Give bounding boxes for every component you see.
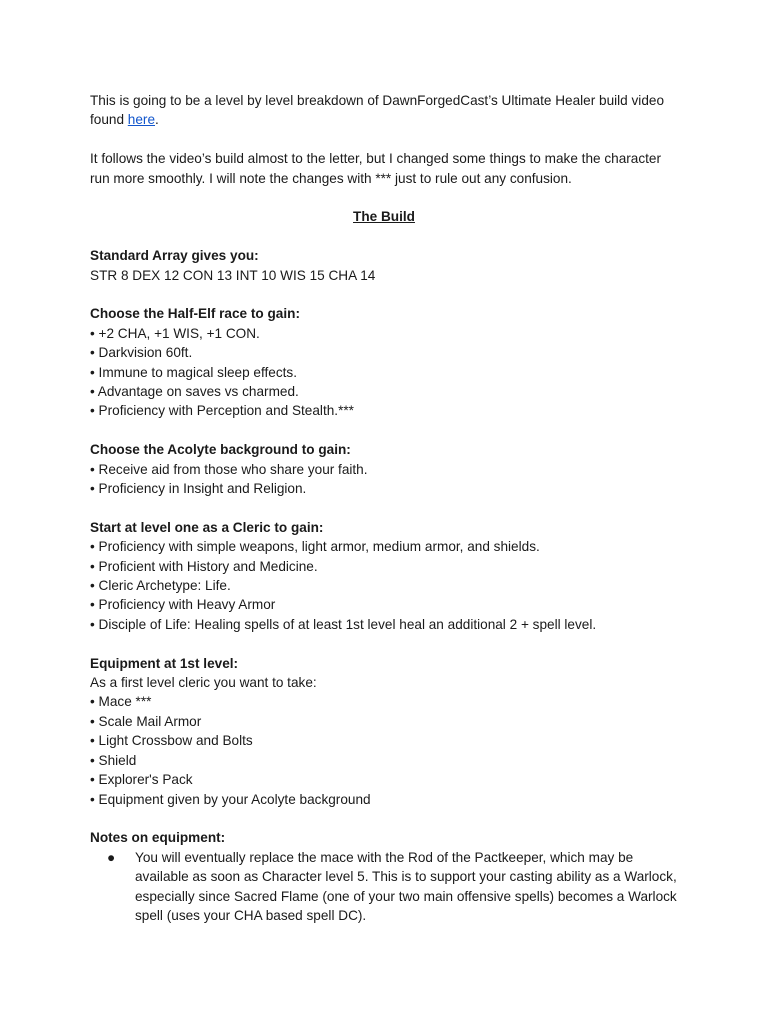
build-heading: The Build: [353, 209, 415, 225]
list-item: • Proficiency with Heavy Armor: [90, 597, 276, 613]
ability-scores: STR 8 DEX 12 CON 13 INT 10 WIS 15 CHA 14: [90, 267, 376, 283]
section-title: Start at level one as a Cleric to gain:: [90, 519, 324, 535]
equipment-list: [90, 692, 680, 808]
list-item: • Proficiency with Perception and Stealth.***: [90, 403, 354, 419]
list-item: • Shield: [90, 752, 137, 768]
list-item: • Equipment given by your Acolyte background: [90, 791, 371, 807]
list-item: [107, 848, 680, 926]
list-item: • Cleric Archetype: Life.: [90, 578, 231, 594]
document-content: [90, 91, 680, 925]
note-text: You will eventually replace the mace with the Rod of the Pactkeeper, which may be available as soon as Character level 5. This is to support your casting ability as a Warlock, especially since Sacred Flame (one of your two main offensive spells) becomes a Warlock spell (uses your CHA based spell DC).: [135, 849, 677, 923]
list-item: • Proficiency with simple weapons, light armor, medium armor, and shields.: [90, 539, 540, 555]
section-standard-array: [90, 246, 680, 285]
section-cleric: [90, 518, 680, 634]
list-item: • Mace ***: [90, 694, 152, 710]
intro-paragraph: [90, 91, 680, 130]
list-item: • Receive aid from those who share your faith.: [90, 461, 368, 477]
section-title: Choose the Half-Elf race to gain:: [90, 306, 300, 322]
list-item: • Advantage on saves vs charmed.: [90, 384, 299, 400]
list-item: • Immune to magical sleep effects.: [90, 364, 297, 380]
section-title: Standard Array gives you:: [90, 248, 259, 264]
list-item: • Explorer's Pack: [90, 772, 193, 788]
list-item: • Light Crossbow and Bolts: [90, 733, 253, 749]
section-title: Notes on equipment:: [90, 830, 226, 846]
list-item: • Scale Mail Armor: [90, 713, 202, 729]
video-link[interactable]: here: [127, 112, 156, 128]
intro-period: .: [155, 112, 159, 128]
list-item: • +2 CHA, +1 WIS, +1 CON.: [90, 325, 260, 341]
equipment-intro: As a first level cleric you want to take:: [90, 675, 317, 691]
notes-list: [90, 848, 680, 926]
bullet-icon: ●: [107, 849, 116, 865]
section-equipment: [90, 654, 680, 809]
section-half-elf: [90, 304, 680, 420]
intro-text: This is going to be a level by level breakdown of DawnForgedCast’s Ultimate Healer build video found: [90, 93, 665, 128]
section-acolyte: [90, 440, 680, 498]
section-title: Choose the Acolyte background to gain:: [90, 442, 351, 458]
list-item: • Proficient with History and Medicine.: [90, 558, 318, 574]
list-item: • Disciple of Life: Healing spells of at least 1st level heal an additional 2 + spell level.: [90, 616, 597, 632]
list-item: • Darkvision 60ft.: [90, 345, 193, 361]
acolyte-list: [90, 460, 680, 499]
section-title: Equipment at 1st level:: [90, 655, 239, 671]
cleric-list: [90, 537, 680, 634]
half-elf-list: [90, 324, 680, 421]
list-item: • Proficiency in Insight and Religion.: [90, 481, 307, 497]
changes-paragraph: It follows the video’s build almost to the letter, but I changed some things to make the character run more smoothly. I will note the changes with *** just to rule out any confusion.: [90, 151, 662, 186]
section-notes: [90, 828, 680, 925]
